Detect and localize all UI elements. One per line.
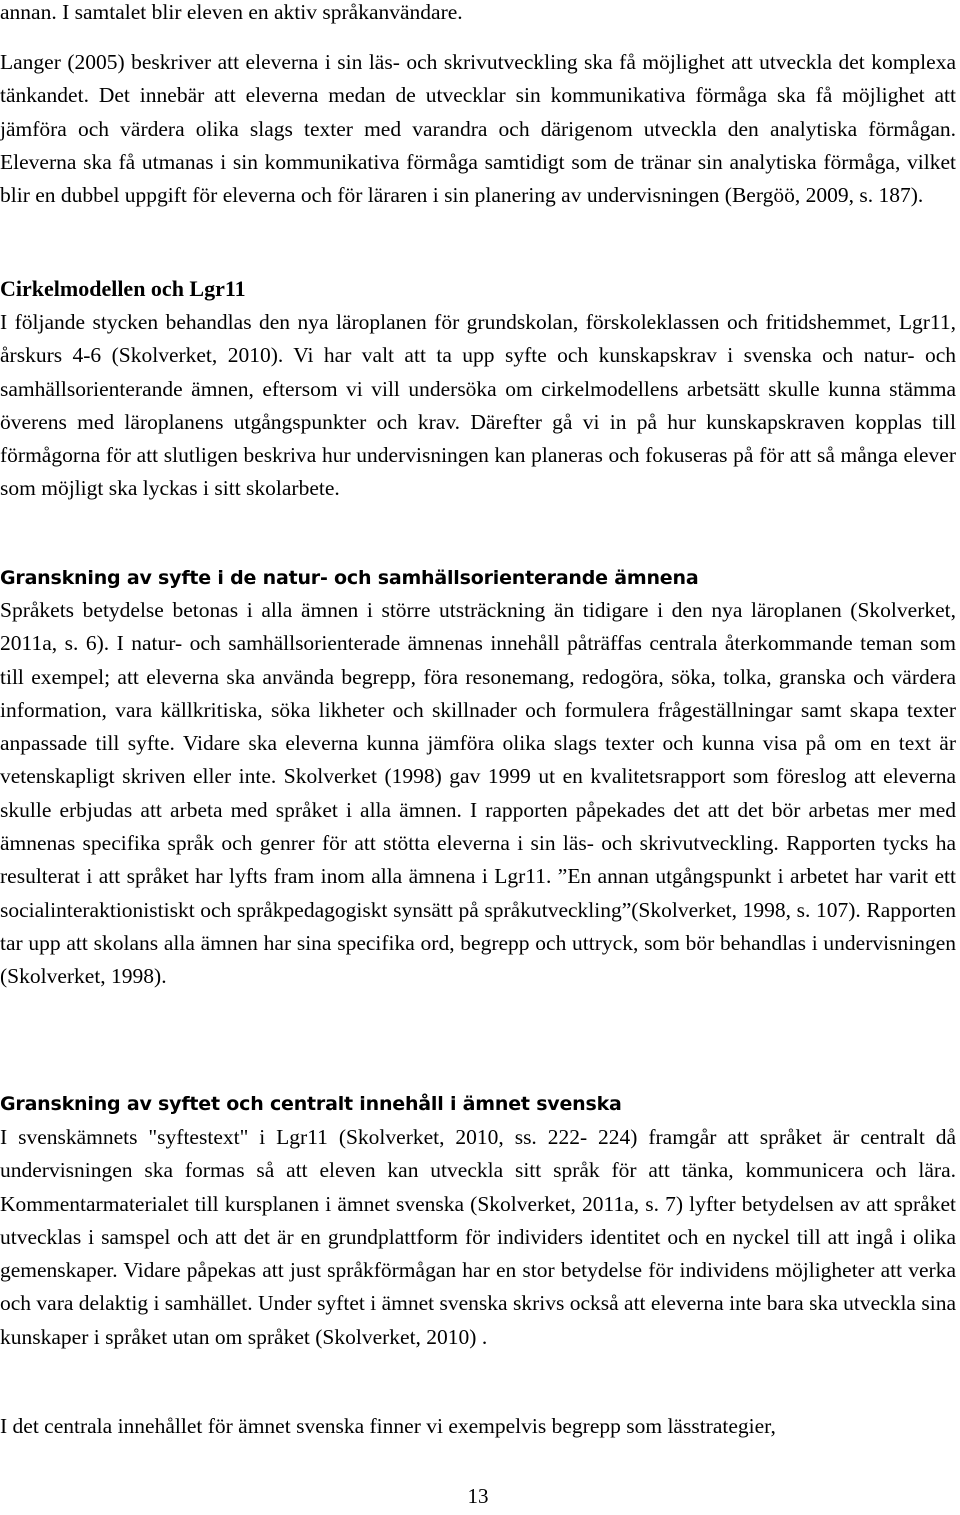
paragraph-intro: annan. I samtalet blir eleven en aktiv språkanvändare. <box>0 0 463 24</box>
heading-granskning-natur: Granskning av syfte i de natur- och samhällsorienterande ämnena <box>0 567 699 589</box>
paragraph-centrala-innehall: I det centrala innehållet för ämnet svenska finner vi exempelvis begrepp som lässtrategier, <box>0 1414 776 1438</box>
page-number: 13 <box>467 1484 489 1508</box>
paragraph-svenskamnet: I svenskämnets "syftestext" i Lgr11 (Skolverket, 2010, ss. 222- 224) framgår att språket är centralt då undervisningen ska formas så att eleven kan utveckla sitt språk för att tänka, kommunicera och lära. Kommentarmaterialet till kursplanen i ämnet svenska (Skolverket, 2011a, s. 7) lyfter betydelsen av att språket utvecklas i samspel och att det är en grundplattform för individers identitet och en nyckel till att ingå i olika gemenskaper. Vidare påpekas att just språkförmågan har en stor betydelse för individens möjligheter att verka och vara delaktig i samhället. Under syftet i ämnet svenska skrivs också att eleverna inte bara ska utveckla sina kunskaper i språket utan om språket (Skolverket, 2010) . <box>0 1125 956 1349</box>
paragraph-sprakets-betydelse: Språkets betydelse betonas i alla ämnen i större utsträckning än tidigare i den nya läroplanen (Skolverket, 2011a, s. 6). I natur- och samhällsorienterade ämnenas innehåll påträffas centrala återkommande teman som till exempel; att eleverna ska använda begrepp, föra resonemang, redogöra, söka, tolka, granska och värdera information, vara källkritiska, söka likheter och skillnader och formulera frågeställningar samt skapa texter anpassade till syfte. Vidare ska eleverna kunna jämföra olika slags texter och kunna visa på om en text är vetenskapligt skriven eller inte. Skolverket (1998) gav 1999 ut en kvalitetsrapport som föreslog att eleverna skulle erbjudas att arbeta med språket i alla ämnen. I rapporten påpekades det att det bör arbetas mer med ämnenas specifika språk och genrer för att stötta eleverna i sin läs- och skrivutveckling. Rapporten tycks ha resulterat i att språket har lyfts fram inom alla ämnena i Lgr11. ”En annan utgångspunkt i arbetet har varit ett socialinteraktionistiskt och språkpedagogiskt synsätt på språkutveckling”(Skolverket, 1998, s. 107). Rapporten tar upp att skolans alla ämnen har sina specifika ord, begrepp och uttryck, som bör behandlas i undervisningen (Skolverket, 1998). <box>0 598 956 989</box>
paragraph-lgr11: I följande stycken behandlas den nya läroplanen för grundskolan, förskoleklassen och fritidshemmet, Lgr11, årskurs 4-6 (Skolverket, 2010). Vi har valt att ta upp syfte och kunskapskrav i svenska och natur- och samhällsorienterande ämnen, eftersom vi vill undersöka om cirkelmodellens arbetsätt skulle kunna stämma överens med läroplanens utgångspunkter och krav. Därefter gå vi in på hur kunskapskraven kopplas till förmågorna för att slutligen beskriva hur undervisningen kan planeras och fokuseras på för att så många elever som möjligt ska lyckas i sitt skolarbete. <box>0 310 956 501</box>
heading-granskning-svenska: Granskning av syftet och centralt innehåll i ämnet svenska <box>0 1093 622 1115</box>
heading-cirkelmodellen: Cirkelmodellen och Lgr11 <box>0 276 246 301</box>
paragraph-langer: Langer (2005) beskriver att eleverna i sin läs- och skrivutveckling ska få möjlighet att utveckla det komplexa tänkandet. Det innebär att eleverna medan de utvecklar sin kommunikativa förmåga ska få möjlighet att jämföra och värdera olika slags texter med varandra och därigenom utveckla den analytiska förmågan. Eleverna ska få utmanas i sin kommunikativa förmåga samtidigt som de tränar sin analytiska förmåga, vilket blir en dubbel uppgift för eleverna och för läraren i sin planering av undervisningen (Bergöö, 2009, s. 187). <box>0 50 956 208</box>
